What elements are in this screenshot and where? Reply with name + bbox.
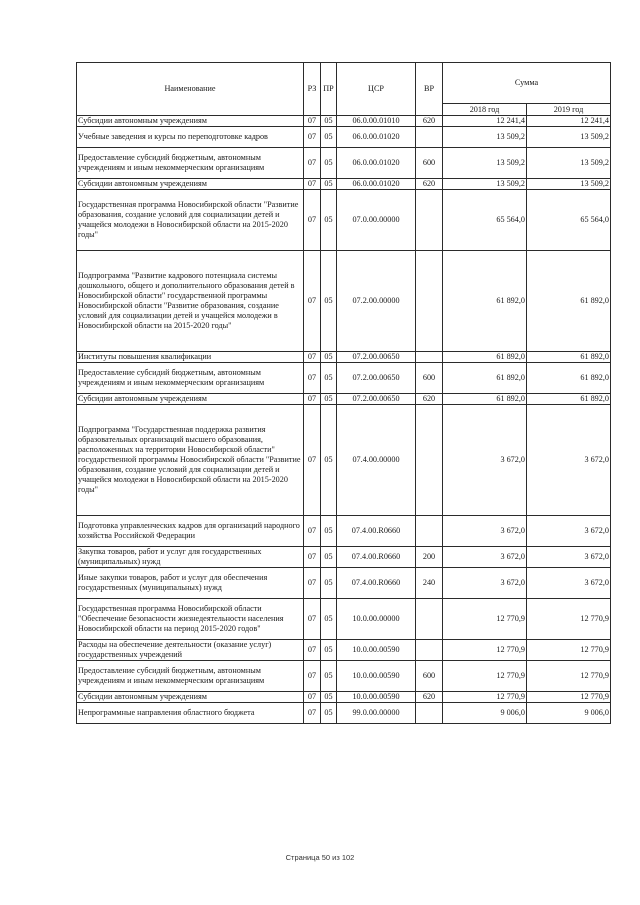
cell-2018: 61 892,0 — [443, 352, 527, 363]
cell-vr — [416, 352, 443, 363]
cell-2019: 12 241,4 — [527, 116, 611, 127]
table-row — [77, 703, 611, 724]
header-sum: Сумма — [443, 63, 611, 104]
table-row — [77, 190, 611, 251]
cell-csr: 07.2.00.00650 — [337, 394, 416, 405]
cell-name: Непрограммные направления областного бюджета — [77, 703, 304, 724]
cell-2019: 12 770,9 — [527, 640, 611, 661]
header-vr: ВР — [416, 63, 443, 116]
table-row — [77, 352, 611, 363]
table-row — [77, 547, 611, 568]
cell-2019: 12 770,9 — [527, 599, 611, 640]
cell-rz: 07 — [304, 251, 321, 352]
cell-pr: 05 — [321, 363, 337, 394]
cell-pr: 05 — [321, 599, 337, 640]
cell-2018: 61 892,0 — [443, 394, 527, 405]
cell-2019: 3 672,0 — [527, 547, 611, 568]
table-row — [77, 640, 611, 661]
cell-vr — [416, 640, 443, 661]
cell-vr — [416, 251, 443, 352]
page-number: Страница 50 из 102 — [285, 853, 355, 862]
cell-2019: 13 509,2 — [527, 179, 611, 190]
cell-pr: 05 — [321, 148, 337, 179]
cell-rz: 07 — [304, 116, 321, 127]
cell-csr: 07.4.00.R0660 — [337, 516, 416, 547]
cell-vr — [416, 599, 443, 640]
cell-name: Субсидии автономным учреждениям — [77, 116, 304, 127]
cell-2018: 3 672,0 — [443, 568, 527, 599]
cell-csr: 10.0.00.00000 — [337, 599, 416, 640]
cell-rz: 07 — [304, 703, 321, 724]
cell-pr: 05 — [321, 661, 337, 692]
cell-pr: 05 — [321, 516, 337, 547]
header-rz: РЗ — [304, 63, 321, 116]
cell-name: Государственная программа Новосибирской области "Развитие образования, создание условий для социализации детей и учащейся молодежи в Новосибирской области на 2015-2020 годы" — [77, 190, 304, 251]
cell-csr: 07.2.00.00000 — [337, 251, 416, 352]
cell-csr: 10.0.00.00590 — [337, 640, 416, 661]
cell-pr: 05 — [321, 251, 337, 352]
cell-name: Предоставление субсидий бюджетным, автономным учреждениям и иным некоммерческим организациям — [77, 148, 304, 179]
cell-name: Предоставление субсидий бюджетным, автономным учреждениям и иным некоммерческим организациям — [77, 661, 304, 692]
cell-pr: 05 — [321, 547, 337, 568]
cell-2018: 13 509,2 — [443, 127, 527, 148]
cell-rz: 07 — [304, 547, 321, 568]
cell-vr: 200 — [416, 547, 443, 568]
table-row — [77, 251, 611, 352]
cell-2018: 9 006,0 — [443, 703, 527, 724]
table-row — [77, 127, 611, 148]
cell-pr: 05 — [321, 692, 337, 703]
cell-csr: 07.2.00.00650 — [337, 363, 416, 394]
cell-vr — [416, 127, 443, 148]
cell-csr: 06.0.00.01020 — [337, 179, 416, 190]
cell-2018: 12 241,4 — [443, 116, 527, 127]
cell-name: Учебные заведения и курсы по переподготовке кадров — [77, 127, 304, 148]
table-row — [77, 599, 611, 640]
cell-pr: 05 — [321, 352, 337, 363]
cell-rz: 07 — [304, 179, 321, 190]
cell-2019: 61 892,0 — [527, 394, 611, 405]
cell-2018: 13 509,2 — [443, 179, 527, 190]
header-name: Наименование — [77, 63, 304, 116]
cell-vr — [416, 703, 443, 724]
table-body — [77, 116, 611, 724]
cell-2018: 61 892,0 — [443, 251, 527, 352]
cell-vr: 240 — [416, 568, 443, 599]
cell-vr — [416, 516, 443, 547]
cell-pr: 05 — [321, 190, 337, 251]
cell-rz: 07 — [304, 640, 321, 661]
table-row — [77, 116, 611, 127]
cell-2018: 13 509,2 — [443, 148, 527, 179]
cell-rz: 07 — [304, 190, 321, 251]
cell-2018: 3 672,0 — [443, 405, 527, 516]
cell-pr: 05 — [321, 116, 337, 127]
cell-vr: 600 — [416, 363, 443, 394]
cell-rz: 07 — [304, 352, 321, 363]
cell-2018: 12 770,9 — [443, 599, 527, 640]
table-row — [77, 516, 611, 547]
cell-vr: 600 — [416, 148, 443, 179]
table-row — [77, 179, 611, 190]
cell-2019: 61 892,0 — [527, 363, 611, 394]
cell-2019: 12 770,9 — [527, 692, 611, 703]
cell-pr: 05 — [321, 640, 337, 661]
cell-name: Субсидии автономным учреждениям — [77, 179, 304, 190]
cell-2018: 12 770,9 — [443, 692, 527, 703]
table-row — [77, 363, 611, 394]
cell-rz: 07 — [304, 661, 321, 692]
table-row — [77, 394, 611, 405]
cell-rz: 07 — [304, 599, 321, 640]
cell-2019: 13 509,2 — [527, 127, 611, 148]
cell-2019: 61 892,0 — [527, 352, 611, 363]
cell-rz: 07 — [304, 568, 321, 599]
cell-name: Подпрограмма "Развитие кадрового потенциала системы дошкольного, общего и дополнительного образования детей в Новосибирской области" государственной программы Новосибирской области "Развитие образования, создание условий для социализации детей и учащейся молодежи в Новосибирской области на 2015-2020 годы" — [77, 251, 304, 352]
cell-name: Иные закупки товаров, работ и услуг для обеспечения государственных (муниципальных) нужд — [77, 568, 304, 599]
cell-name: Субсидии автономным учреждениям — [77, 692, 304, 703]
cell-name: Подпрограмма "Государственная поддержка развития образовательных организаций высшего образования, расположенных на территории Новосибирской области" государственной программы Новосибирской области "Развитие образования, создание условий для социализации детей и учащейся молодежи в Новосибирской области на 2015-2020 годы" — [77, 405, 304, 516]
cell-2019: 3 672,0 — [527, 405, 611, 516]
cell-name: Расходы на обеспечение деятельности (оказание услуг) государственных учреждений — [77, 640, 304, 661]
cell-2019: 9 006,0 — [527, 703, 611, 724]
table-row — [77, 405, 611, 516]
cell-pr: 05 — [321, 405, 337, 516]
cell-name: Предоставление субсидий бюджетным, автономным учреждениям и иным некоммерческим организациям — [77, 363, 304, 394]
table-row — [77, 568, 611, 599]
cell-2019: 3 672,0 — [527, 568, 611, 599]
cell-pr: 05 — [321, 394, 337, 405]
cell-csr: 07.4.00.00000 — [337, 405, 416, 516]
cell-2019: 13 509,2 — [527, 148, 611, 179]
cell-csr: 07.2.00.00650 — [337, 352, 416, 363]
header-year-2019: 2019 год — [527, 104, 611, 116]
cell-2018: 12 770,9 — [443, 640, 527, 661]
header-pr: ПР — [321, 63, 337, 116]
cell-2019: 3 672,0 — [527, 516, 611, 547]
cell-vr: 620 — [416, 179, 443, 190]
cell-rz: 07 — [304, 692, 321, 703]
cell-vr: 620 — [416, 692, 443, 703]
cell-csr: 07.0.00.00000 — [337, 190, 416, 251]
cell-vr — [416, 190, 443, 251]
cell-pr: 05 — [321, 127, 337, 148]
cell-rz: 07 — [304, 405, 321, 516]
cell-vr: 600 — [416, 661, 443, 692]
cell-csr: 06.0.00.01010 — [337, 116, 416, 127]
cell-name: Подготовка управленческих кадров для организаций народного хозяйства Российской Федерации — [77, 516, 304, 547]
table-row — [77, 148, 611, 179]
table-header-row — [77, 63, 611, 104]
cell-rz: 07 — [304, 516, 321, 547]
cell-2018: 65 564,0 — [443, 190, 527, 251]
cell-2019: 12 770,9 — [527, 661, 611, 692]
cell-2018: 12 770,9 — [443, 661, 527, 692]
cell-2018: 61 892,0 — [443, 363, 527, 394]
cell-name: Закупка товаров, работ и услуг для государственных (муниципальных) нужд — [77, 547, 304, 568]
header-year-2018: 2018 год — [443, 104, 527, 116]
cell-csr: 07.4.00.R0660 — [337, 547, 416, 568]
table-row — [77, 692, 611, 703]
cell-csr: 06.0.00.01020 — [337, 127, 416, 148]
cell-csr: 10.0.00.00590 — [337, 692, 416, 703]
cell-2019: 65 564,0 — [527, 190, 611, 251]
cell-pr: 05 — [321, 568, 337, 599]
cell-pr: 05 — [321, 703, 337, 724]
cell-2018: 3 672,0 — [443, 547, 527, 568]
cell-csr: 06.0.00.01020 — [337, 148, 416, 179]
cell-csr: 07.4.00.R0660 — [337, 568, 416, 599]
cell-rz: 07 — [304, 127, 321, 148]
cell-name: Институты повышения квалификации — [77, 352, 304, 363]
cell-rz: 07 — [304, 363, 321, 394]
header-csr: ЦСР — [337, 63, 416, 116]
cell-name: Субсидии автономным учреждениям — [77, 394, 304, 405]
cell-name: Государственная программа Новосибирской области "Обеспечение безопасности жизнедеятельности населения Новосибирской области на период 2015-2020 годов" — [77, 599, 304, 640]
cell-csr: 10.0.00.00590 — [337, 661, 416, 692]
cell-rz: 07 — [304, 394, 321, 405]
cell-2019: 61 892,0 — [527, 251, 611, 352]
cell-rz: 07 — [304, 148, 321, 179]
table-row — [77, 661, 611, 692]
cell-vr: 620 — [416, 116, 443, 127]
cell-vr — [416, 405, 443, 516]
cell-csr: 99.0.00.00000 — [337, 703, 416, 724]
cell-vr: 620 — [416, 394, 443, 405]
budget-table — [76, 62, 611, 724]
cell-pr: 05 — [321, 179, 337, 190]
cell-2018: 3 672,0 — [443, 516, 527, 547]
